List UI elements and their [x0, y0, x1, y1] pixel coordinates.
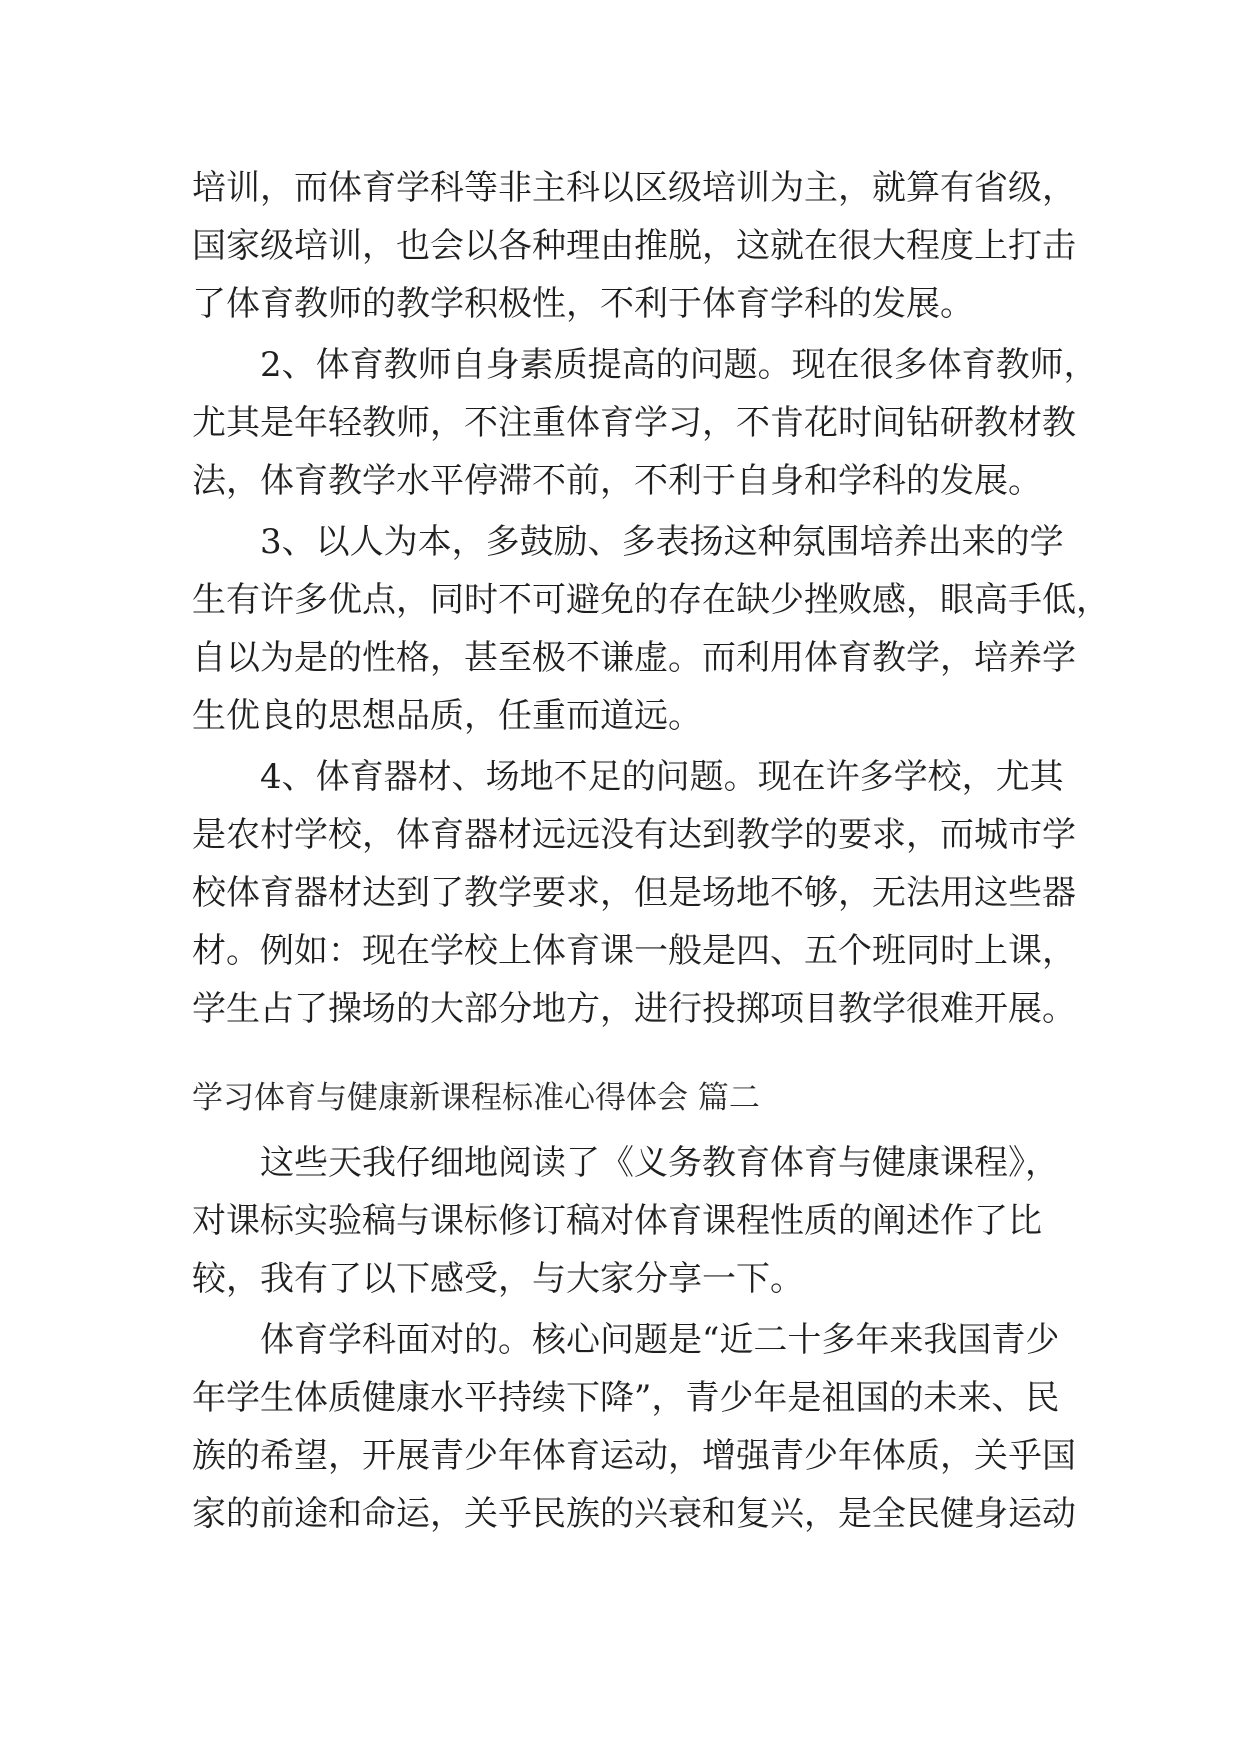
paragraph-line: 法，体育教学水平停滞不前，不利于自身和学科的发展。: [192, 461, 1042, 501]
paragraph-line: 自以为是的性格，甚至极不谦虚。而利用体育教学，培养学: [192, 638, 1076, 678]
paragraph-line: 家的前途和命运，关乎民族的兴衰和复兴，是全民健身运动: [192, 1494, 1076, 1534]
paragraph-line: 这些天我仔细地阅读了《义务教育体育与健康课程》，: [260, 1143, 1059, 1183]
paragraph-line: 2、体育教师自身素质提高的问题。现在很多体育教师，: [260, 345, 1098, 385]
paragraph-line: 培训，而体育学科等非主科以区级培训为主，就算有省级，: [192, 168, 1076, 208]
paragraph-line: 了体育教师的教学积极性，不利于体育学科的发展。: [192, 284, 974, 324]
paragraph-line: 体育学科面对的。核心问题是“近二十多年来我国青少: [260, 1320, 1060, 1360]
paragraph-line: 材。例如：现在学校上体育课一般是四、五个班同时上课，: [192, 931, 1076, 971]
paragraph-line: 校体育器材达到了教学要求，但是场地不够，无法用这些器: [192, 873, 1076, 913]
paragraph-line: 族的希望，开展青少年体育运动，增强青少年体质，关乎国: [192, 1436, 1076, 1476]
paragraph-line: 生有许多优点，同时不可避免的存在缺少挫败感，眼高手低，: [192, 580, 1110, 620]
paragraph-line: 是农村学校，体育器材远远没有达到教学的要求，而城市学: [192, 815, 1076, 855]
paragraph-line: 尤其是年轻教师，不注重体育学习，不肯花时间钻研教材教: [192, 403, 1076, 443]
paragraph-line: 4、体育器材、场地不足的问题。现在许多学校，尤其: [260, 757, 1064, 797]
paragraph-line: 较，我有了以下感受，与大家分享一下。: [192, 1259, 804, 1299]
paragraph-line: 国家级培训，也会以各种理由推脱，这就在很大程度上打击: [192, 226, 1076, 266]
paragraph-line: 学生占了操场的大部分地方，进行投掷项目教学很难开展。: [192, 989, 1076, 1029]
paragraph-line: 年学生体质健康水平持续下降”，青少年是祖国的未来、民: [192, 1378, 1060, 1418]
paragraph-line: 3、以人为本，多鼓励、多表扬这种氛围培养出来的学: [260, 522, 1064, 562]
paragraph-line: 生优良的思想品质，任重而道远。: [192, 696, 702, 736]
section-heading: 学习体育与健康新课程标准心得体会 篇二: [192, 1080, 760, 1116]
paragraph-line: 对课标实验稿与课标修订稿对体育课程性质的阐述作了比: [192, 1201, 1042, 1241]
